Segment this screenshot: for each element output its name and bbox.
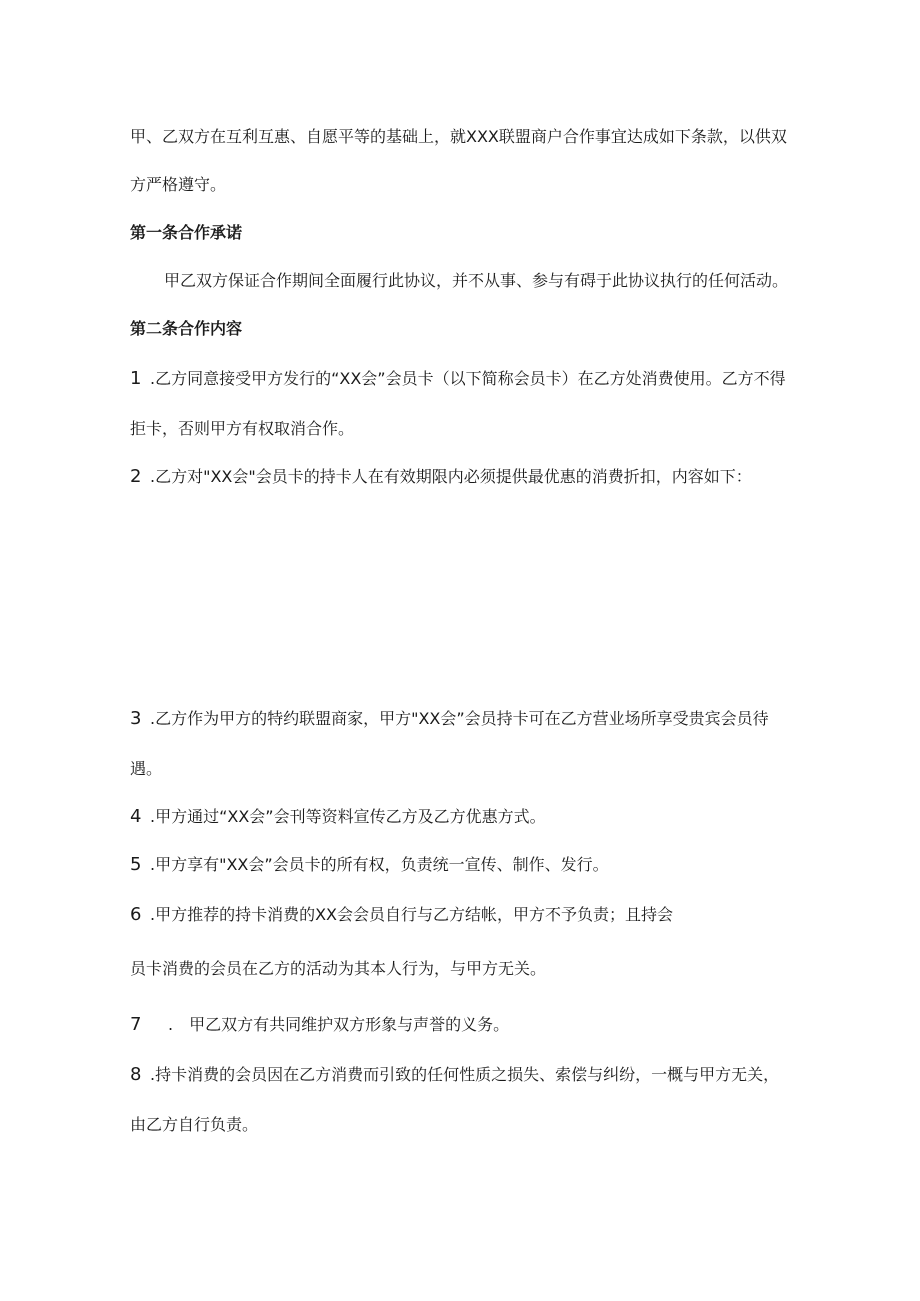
clause-text: .乙方同意接受甲方发行的“XX会”会员卡（以下简称会员卡）在乙方处消费使用。乙方不得 <box>150 369 786 388</box>
clause-text: .持卡消费的会员因在乙方消费而引致的任何性质之损失、索偿与纠纷，一概与甲方无关， <box>150 1065 780 1084</box>
clause-3-continuation: 遇。 <box>130 759 163 778</box>
intro-line-1: 甲、乙双方在互利互惠、自愿平等的基础上，就XXX联盟商户合作事宜达成如下条款，以供双 <box>130 127 787 146</box>
clause-4 <box>130 806 546 828</box>
clause-8 <box>130 1064 779 1086</box>
clause-2 <box>130 466 752 488</box>
clause-text: .甲方享有"XX会”会员卡的所有权，负责统一宣传、制作、发行。 <box>150 855 609 874</box>
article-1-title: 第一条合作承诺 <box>130 223 243 242</box>
clause-number: 1 <box>130 368 142 389</box>
clause-number: 8 <box>130 1064 142 1085</box>
article-2-title: 第二条合作内容 <box>130 319 243 338</box>
clause-1-continuation: 拒卡，否则甲方有权取消合作。 <box>130 419 355 438</box>
clause-3 <box>130 708 769 730</box>
clause-text: .甲方推荐的持卡消费的XX会会员自行与乙方结帐，甲方不予负责；且持会 <box>150 905 674 924</box>
clause-6 <box>130 904 673 926</box>
clause-number: 4 <box>130 806 142 827</box>
clause-text: . 甲乙双方有共同维护双方形象与声誉的义务。 <box>168 1015 510 1034</box>
clause-number: 6 <box>130 904 142 925</box>
clause-number: 2 <box>130 466 142 487</box>
clause-text: .乙方对"XX会"会员卡的持卡人在有效期限内必须提供最优惠的消费折扣，内容如下： <box>150 467 752 486</box>
clause-text: .甲方通过“XX会”会刊等资料宣传乙方及乙方优惠方式。 <box>150 807 546 826</box>
clause-number: 7 <box>130 1014 142 1035</box>
clause-5 <box>130 854 609 876</box>
clause-8-continuation: 由乙方自行负责。 <box>130 1115 259 1134</box>
clause-1 <box>130 368 786 390</box>
clause-7 <box>130 1014 509 1036</box>
clause-number: 5 <box>130 854 142 875</box>
clause-6-continuation: 员卡消费的会员在乙方的活动为其本人行为，与甲方无关。 <box>130 959 547 978</box>
clause-number: 3 <box>130 708 142 729</box>
intro-line-2: 方严格遵守。 <box>130 175 227 194</box>
article-1-body: 甲乙双方保证合作期间全面履行此协议，并不从事、参与有碍于此协议执行的任何活动。 <box>164 271 789 290</box>
clause-text: .乙方作为甲方的特约联盟商家，甲方"XX会”会员持卡可在乙方营业场所享受贵宾会员待 <box>150 709 769 728</box>
